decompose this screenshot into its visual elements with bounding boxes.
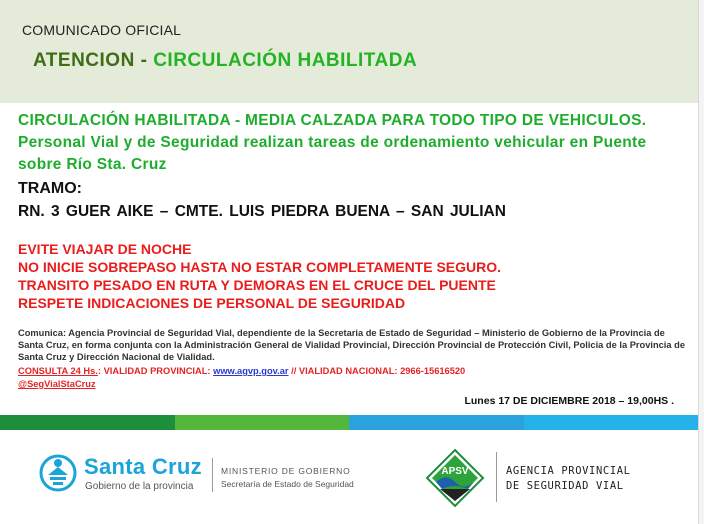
contact-line <box>18 366 465 376</box>
vialidad-provincial-label: : VIALIDAD PROVINCIAL: <box>97 366 214 376</box>
stripe-segment <box>349 415 524 430</box>
agency-name <box>506 464 631 494</box>
route-text: RN. 3 GUER AIKE – CMTE. LUIS PIEDRA BUENA – SAN JULIAN <box>18 203 506 220</box>
tramo-label: TRAMO: <box>18 180 82 197</box>
footer-divider <box>496 452 497 502</box>
warning-item: NO INICIE SOBREPASO HASTA NO ESTAR COMPLETAMENTE SEGURO. <box>18 259 502 275</box>
warning-item: TRANSITO PESADO EN RUTA Y DEMORAS EN EL CRUCE DEL PUENTE <box>18 277 496 293</box>
social-handle-link[interactable]: @SegVialStaCruz <box>18 379 96 389</box>
page-title <box>33 50 417 72</box>
secretaria-label: Secretaría de Estado de Seguridad <box>221 479 354 489</box>
right-frame-edge <box>698 0 704 524</box>
santa-cruz-name: Santa Cruz <box>84 454 202 479</box>
consulta-label: CONSULTA 24 Hs. <box>18 366 98 376</box>
kicker-label: COMUNICADO OFICIAL <box>22 22 182 38</box>
santa-cruz-emblem-icon <box>38 453 78 493</box>
agency-line: DE SEGURIDAD VIAL <box>506 480 624 492</box>
apsv-logo-text: APSV <box>441 466 469 477</box>
vialidad-provincial-link[interactable]: www.agvp.gov.ar <box>213 366 289 376</box>
date-stamp: Lunes 17 DE DICIEMBRE 2018 – 19,00HS . <box>464 395 674 407</box>
headline-status: CIRCULACIÓN HABILITADA <box>153 50 418 71</box>
footer-divider <box>212 458 213 492</box>
apsv-logo-icon <box>424 447 486 509</box>
main-announcement: CIRCULACIÓN HABILITADA - MEDIA CALZADA PARA TODO TIPO DE VEHICULOS. Personal Vial y de Seguridad realizan tareas de ordenamiento vehicular en Puente sobre Río Sta. Cruz <box>18 112 647 173</box>
agency-line: AGENCIA PROVINCIAL <box>506 465 631 477</box>
ministerio-label: MINISTERIO DE GOBIERNO <box>221 466 351 476</box>
warning-item: EVITE VIAJAR DE NOCHE <box>18 241 192 257</box>
comunica-paragraph: Comunica: Agencia Provincial de Seguridad Vial, dependiente de la Secretaria de Estado de Seguridad – Ministerio de Gobierno de la Provincia de Santa Cruz, en forma conjunta con la Administración General de Vialidad Provincial, Dirección Provincial de Protección Civil, Policia de la Provincia de Santa Cruz y Dirección Nacional de Vialidad. <box>18 328 685 362</box>
stripe-segment <box>524 415 699 430</box>
stripe-segment <box>175 415 350 430</box>
warnings-list <box>18 240 501 312</box>
headline-attention: ATENCION - <box>33 50 148 71</box>
warning-item: RESPETE INDICACIONES DE PERSONAL DE SEGURIDAD <box>18 295 406 311</box>
vialidad-nacional-text: // VIALIDAD NACIONAL: 2966-15616520 <box>288 366 466 376</box>
santa-cruz-subtitle: Gobierno de la provincia <box>85 481 194 492</box>
color-stripe-bar <box>0 415 698 430</box>
stripe-segment <box>0 415 175 430</box>
